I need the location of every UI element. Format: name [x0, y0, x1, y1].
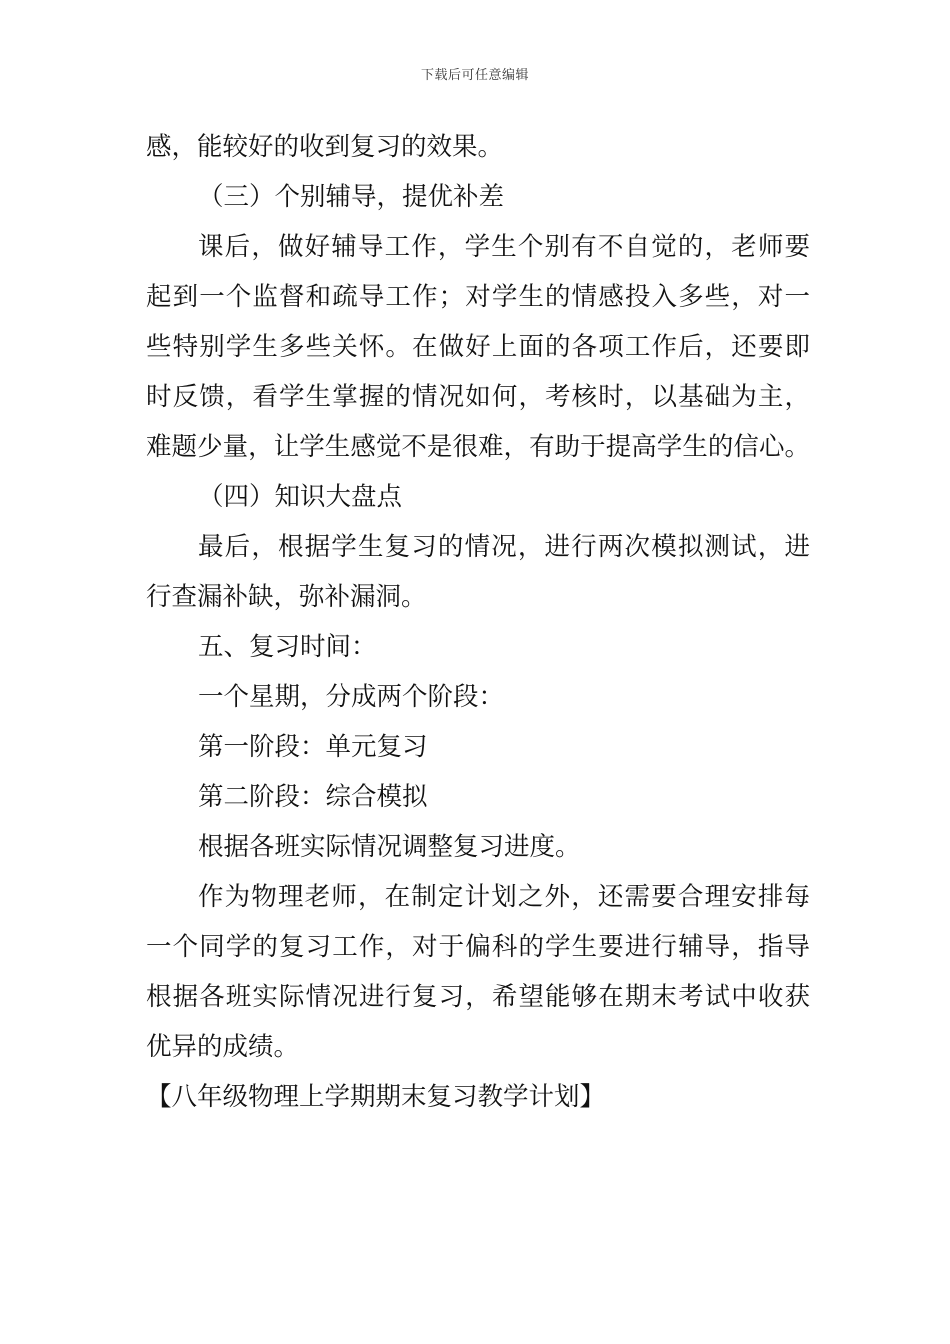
section-heading: （三）个别辅导，提优补差 [198, 182, 505, 212]
paragraph-line: 第一阶段：单元复习 [198, 732, 428, 762]
section-heading: （四）知识大盘点 [198, 482, 403, 512]
paragraph-line: 根据各班实际情况进行复习，希望能够在期末考试中收获 [146, 982, 810, 1012]
page-header: 下载后可任意编辑 [420, 68, 529, 83]
document-body [146, 122, 810, 1122]
paragraph-line: 第二阶段：综合模拟 [198, 782, 428, 812]
paragraph-line: 作为物理老师，在制定计划之外，还需要合理安排每 [198, 882, 810, 912]
paragraph-line: 根据各班实际情况调整复习进度。 [198, 832, 581, 862]
paragraph-line: 感，能较好的收到复习的效果。 [146, 132, 504, 162]
paragraph-line: 一个同学的复习工作，对于偏科的学生要进行辅导，指导 [146, 932, 810, 962]
paragraph-line: 起到一个监督和疏导工作；对学生的情感投入多些，对一 [146, 282, 810, 312]
paragraph-line: 行查漏补缺，弥补漏洞。 [146, 582, 427, 612]
paragraph-line: 一个星期，分成两个阶段： [198, 682, 505, 712]
paragraph-line: 课后，做好辅导工作，学生个别有不自觉的，老师要 [198, 232, 810, 262]
paragraph-line: 难题少量，让学生感觉不是很难，有助于提高学生的信心。 [146, 432, 810, 462]
closing-title: 【八年级物理上学期期末复习教学计划】 [146, 1082, 606, 1112]
paragraph-line: 时反馈，看学生掌握的情况如何，考核时，以基础为主， [146, 382, 810, 412]
paragraph-line: 些特别学生多些关怀。在做好上面的各项工作后，还要即 [146, 332, 810, 362]
paragraph-line: 最后，根据学生复习的情况，进行两次模拟测试，进 [198, 532, 810, 562]
paragraph-line: 优异的成绩。 [146, 1032, 300, 1062]
section-heading: 五、复习时间： [198, 632, 377, 662]
